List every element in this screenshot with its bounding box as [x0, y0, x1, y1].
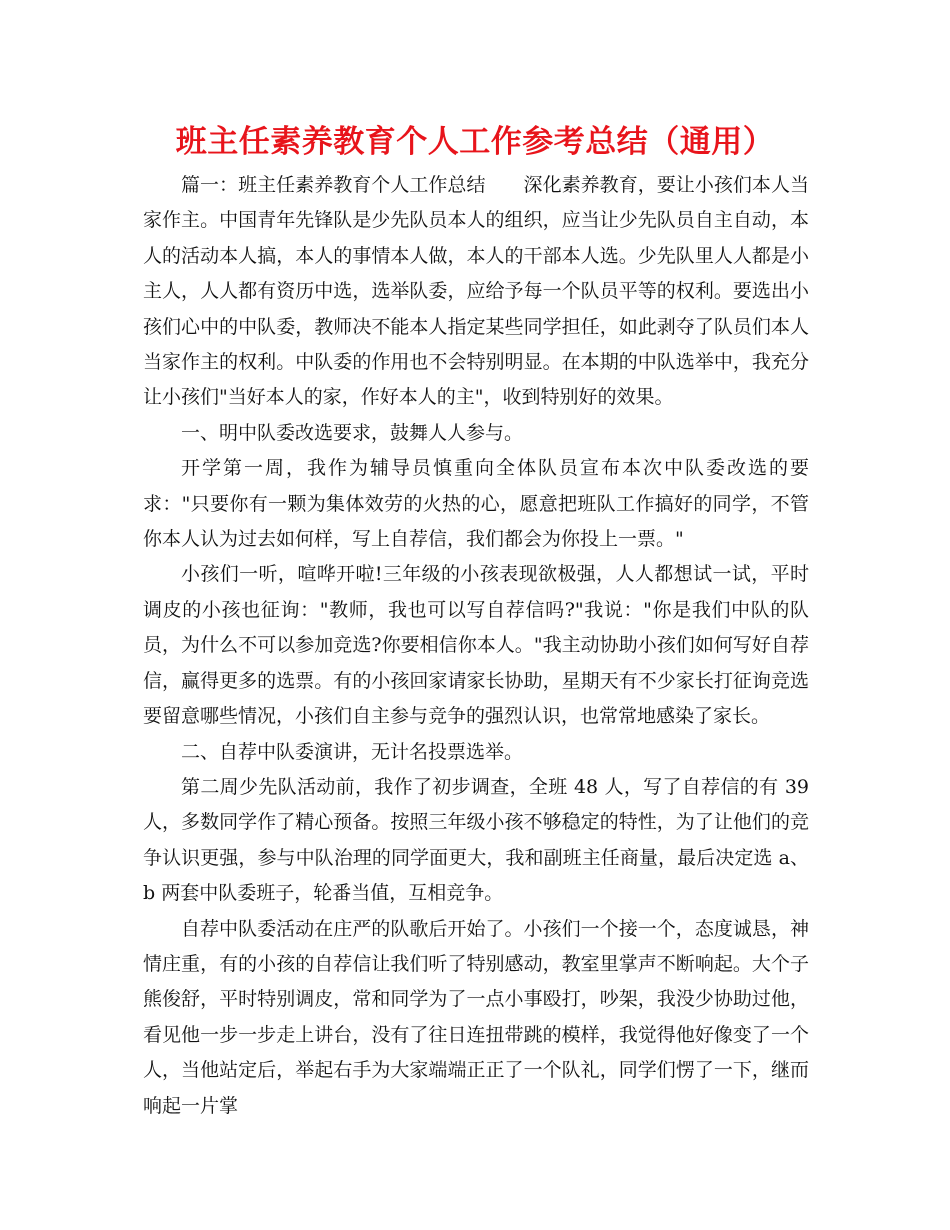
paragraph-intro: 篇一：班主任素养教育个人工作总结 深化素养教育，要让小孩们本人当家作主。中国青年先锋队是少先队员本人的组织，应当让少先队员自主自动，本人的活动本人搞，本人的事情本人做，本人的干部本人选。少先队里人人都是小主人，人人都有资历中选，选举队委，应给予每一个队员平等的权利。要选出小孩们心中的中队委，教师决不能本人指定某些同学担任，如此剥夺了队员们本人当家作主的权利。中队委的作用也不会特别明显。在本期的中队选举中，我充分让小孩们"当好本人的家，作好本人的主"，收到特别好的效果。 [143, 174, 809, 409]
document-title: 班主任素养教育个人工作参考总结（通用） [175, 124, 775, 160]
section-heading-2: 二、自荐中队委演讲，无计名投票选举。 [181, 740, 524, 763]
document-body [143, 168, 809, 1124]
paragraph: 开学第一周，我作为辅导员慎重向全体队员宣布本次中队委改选的要求："只要你有一颗为集体效劳的火热的心，愿意把班队工作搞好的同学，不管你本人认为过去如何样，写上自荐信，我们都会为你投上一票。" [143, 457, 809, 551]
paragraph: 第二周少先队活动前，我作了初步调查，全班 48 人，写了自荐信的有 39 人，多数同学作了精心预备。按照三年级小孩不够稳定的特性，为了让他们的竞争认识更强，参与中队治理的同学面更大，我和副班主任商量，最后决定选 a、b 两套中队委班子，轮番当值，互相竞争。 [143, 775, 809, 905]
section-heading-1: 一、明中队委改选要求，鼓舞人人参与。 [181, 421, 524, 444]
paragraph: 小孩们一听，喧哗开啦!三年级的小孩表现欲极强，人人都想试一试，平时调皮的小孩也征询："教师，我也可以写自荐信吗?"我说："你是我们中队的队员，为什么不可以参加竞选?你要相信你本人。"我主动协助小孩们如何写好自荐信，赢得更多的选票。有的小孩回家请家长协助，星期天有不少家长打征询竞选要留意哪些情况，小孩们自主参与竞争的强烈认识，也常常地感染了家长。 [143, 563, 809, 728]
paragraph: 自荐中队委活动在庄严的队歌后开始了。小孩们一个接一个，态度诚恳，神情庄重，有的小孩的自荐信让我们听了特别感动，教室里掌声不断响起。大个子熊俊舒，平时特别调皮，常和同学为了一点小事殴打，吵架，我没少协助过他，看见他一步一步走上讲台，没有了往日连扭带跳的模样，我觉得他好像变了一个人，当他站定后，举起右手为大家端端正正了一个队礼，同学们愣了一下，继而响起一片掌 [143, 917, 809, 1117]
